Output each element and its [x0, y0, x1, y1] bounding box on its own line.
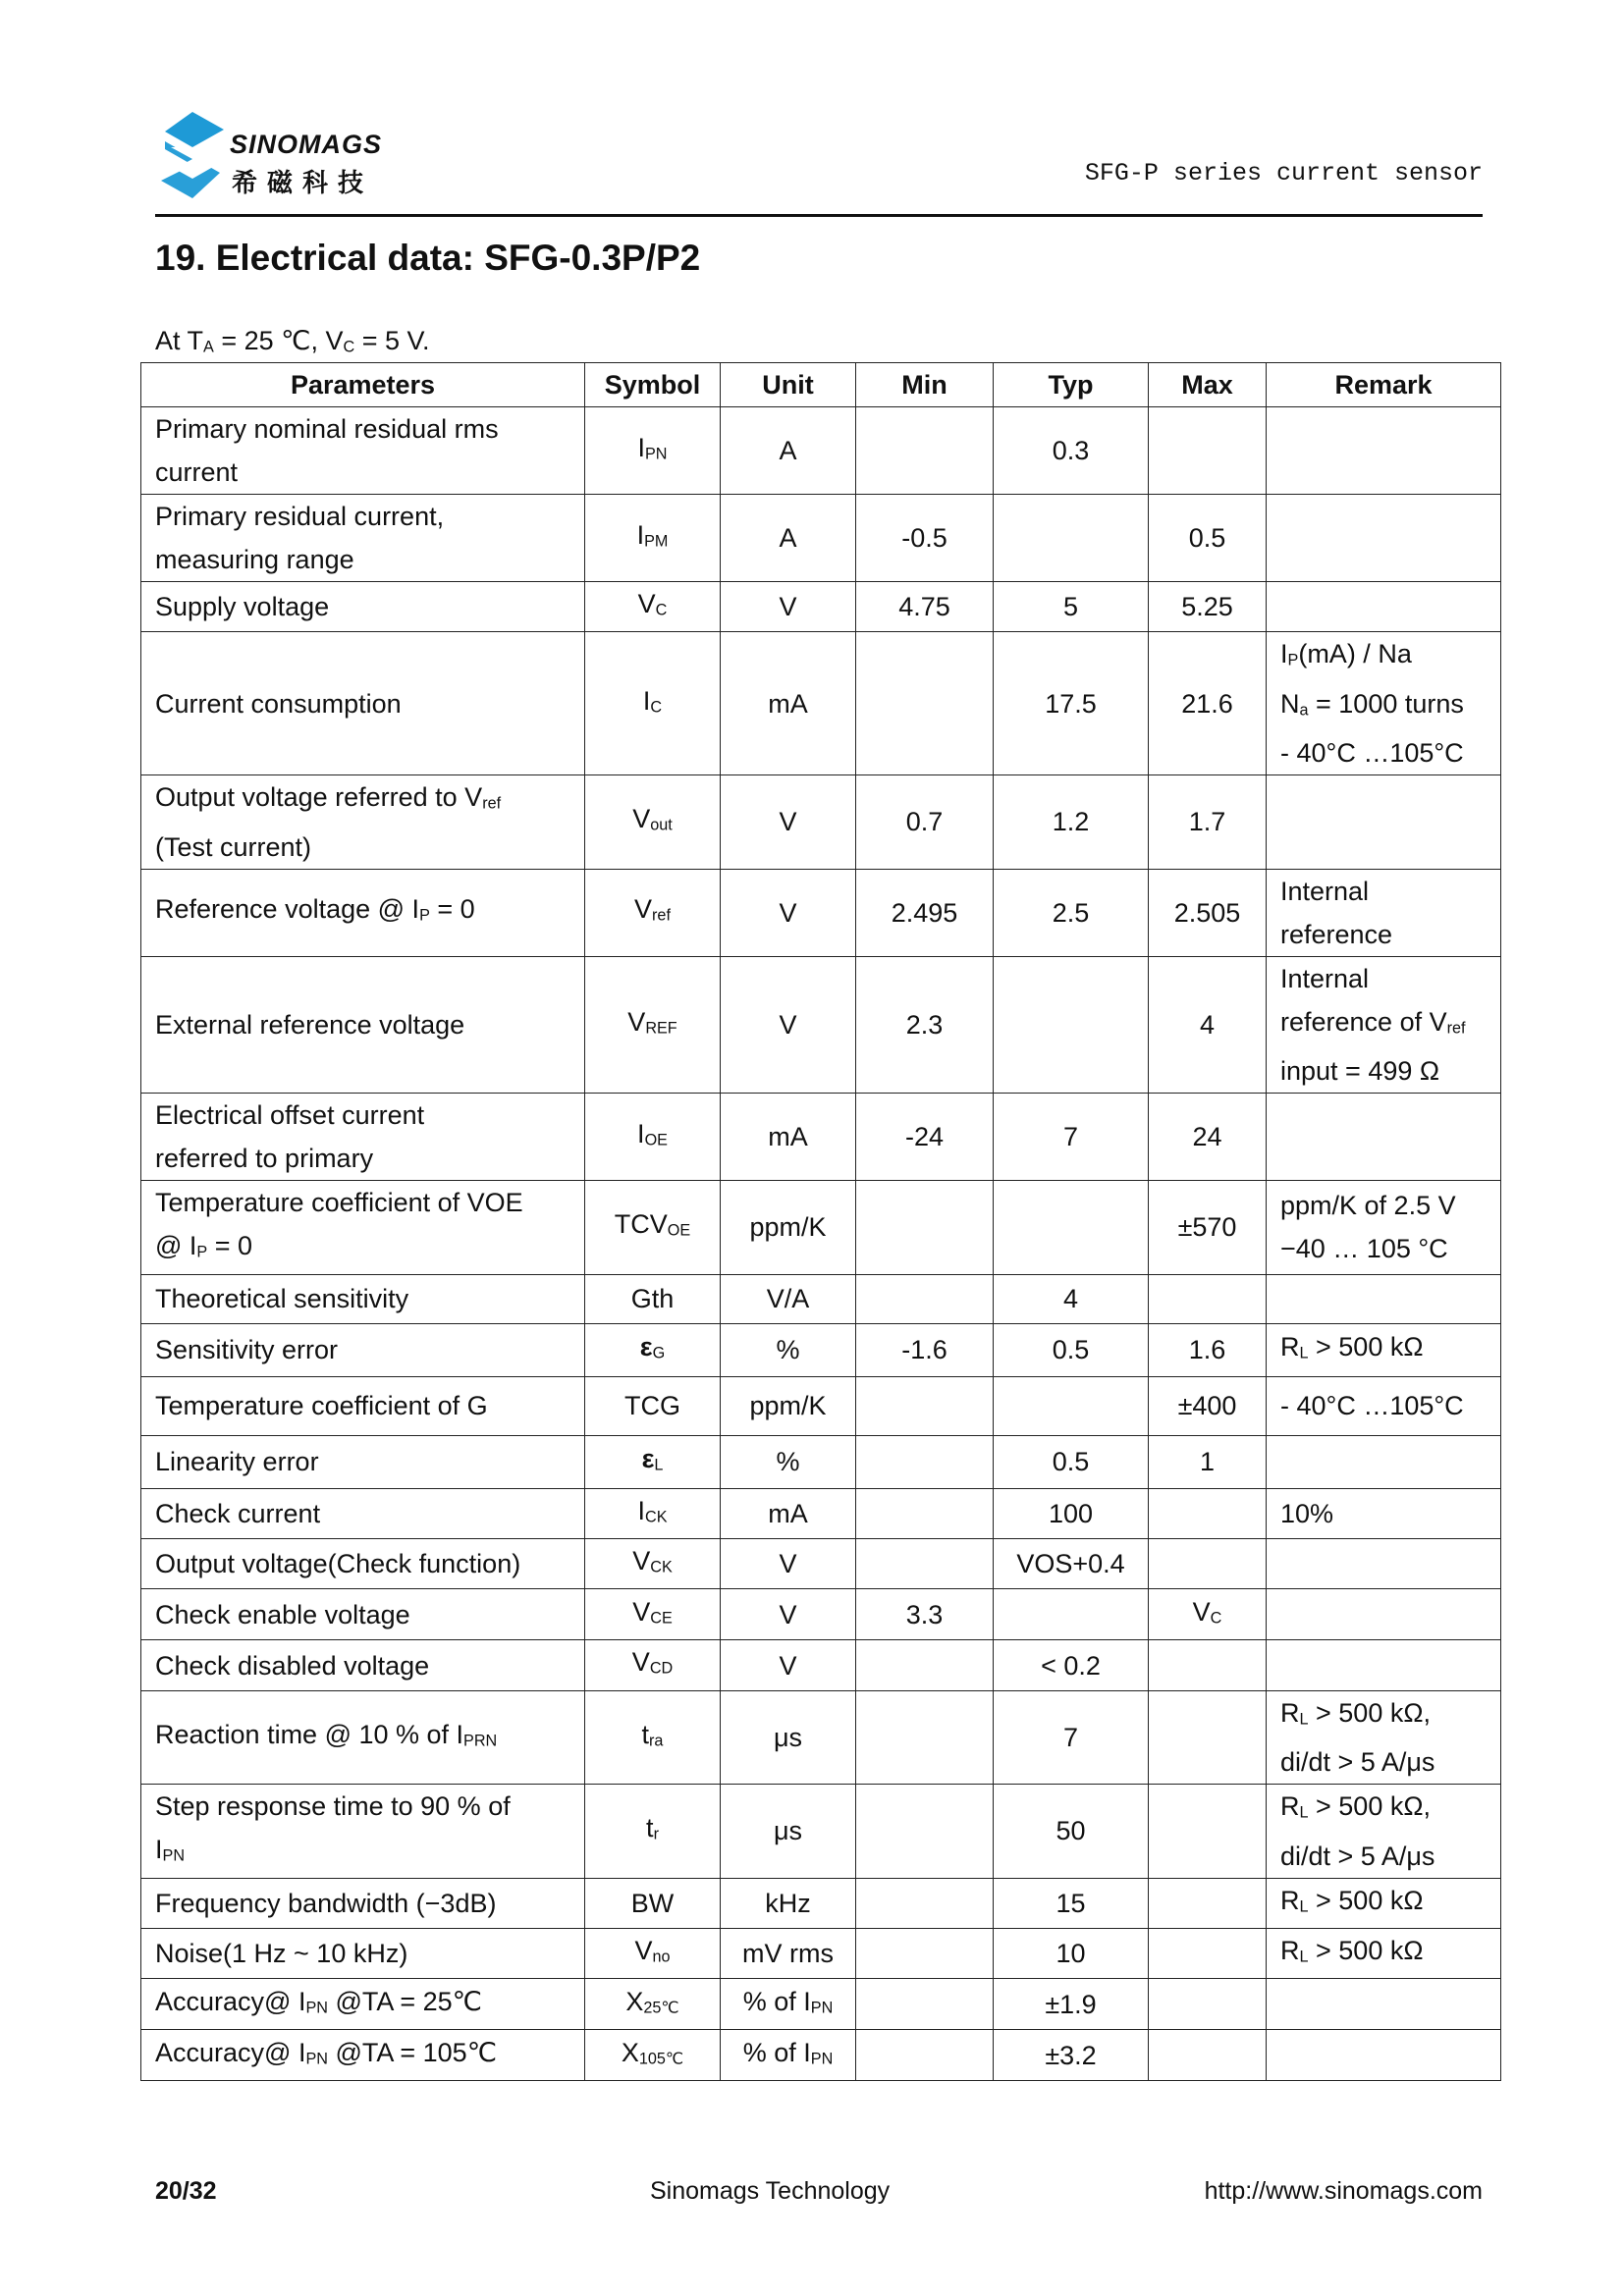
cell-symbol: $I_{PN}$	[585, 407, 721, 495]
cell-remark	[1267, 1435, 1501, 1488]
cell-typ: 0.5	[994, 1323, 1149, 1376]
cell-typ	[994, 1589, 1149, 1640]
cell-unit: V	[721, 869, 856, 956]
cell-remark: 10%	[1267, 1488, 1501, 1538]
logo-text-en: SINOMAGS	[230, 130, 383, 159]
table-row	[141, 1878, 1501, 1928]
cell-unit: mV rms	[721, 1929, 856, 1979]
cell-parameter: Primary nominal residual rms current	[141, 407, 585, 495]
cell-parameter: Output voltage referred to $V_{ref}$ (Test current)	[141, 775, 585, 869]
cell-max	[1149, 1929, 1267, 1979]
cell-min	[856, 1878, 994, 1928]
cell-remark	[1267, 495, 1501, 582]
cell-typ: 5	[994, 582, 1149, 632]
cell-remark: $R_L > 500$ kΩ	[1267, 1878, 1501, 1928]
cell-unit: mA	[721, 632, 856, 775]
cell-min	[856, 1435, 994, 1488]
cell-max	[1149, 1538, 1267, 1588]
cell-remark	[1267, 1589, 1501, 1640]
cell-typ: 15	[994, 1878, 1149, 1928]
cell-parameter: Theoretical sensitivity	[141, 1274, 585, 1323]
cell-remark	[1267, 1979, 1501, 2030]
cell-remark: Internal reference	[1267, 869, 1501, 956]
page-header	[155, 108, 1483, 216]
cell-typ	[994, 956, 1149, 1093]
cell-typ: 7	[994, 1094, 1149, 1181]
cell-remark	[1267, 1640, 1501, 1690]
cell-unit: μs	[721, 1690, 856, 1784]
footer-url: http://www.sinomags.com	[1204, 2177, 1483, 2205]
cell-parameter: Linearity error	[141, 1435, 585, 1488]
table-row	[141, 1690, 1501, 1784]
cell-max	[1149, 1785, 1267, 1878]
cell-min: 2.495	[856, 869, 994, 956]
cell-symbol: $\varepsilon_G$	[585, 1323, 721, 1376]
electrical-data-table	[140, 362, 1501, 2081]
cell-max: 21.6	[1149, 632, 1267, 775]
table-row	[141, 1640, 1501, 1690]
cell-min	[856, 407, 994, 495]
table-row	[141, 1181, 1501, 1274]
cell-max: 4	[1149, 956, 1267, 1093]
table-row	[141, 1785, 1501, 1878]
cell-remark: - 40°C …105°C	[1267, 1376, 1501, 1435]
cell-unit: V	[721, 1589, 856, 1640]
cell-typ: ±3.2	[994, 2030, 1149, 2081]
cell-parameter: Noise(1 Hz ~ 10 kHz)	[141, 1929, 585, 1979]
cell-unit: kHz	[721, 1878, 856, 1928]
cell-symbol: $V_C$	[585, 582, 721, 632]
cell-symbol: $V_{REF}$	[585, 956, 721, 1093]
cell-parameter: Temperature coefficient of VOE @ $I_P = 0$	[141, 1181, 585, 1274]
test-conditions	[155, 326, 430, 356]
cell-unit: V	[721, 582, 856, 632]
cell-remark: $R_L > 500$ kΩ	[1267, 1929, 1501, 1979]
table-row	[141, 495, 1501, 582]
cell-typ: 100	[994, 1488, 1149, 1538]
table-body	[141, 407, 1501, 2081]
cell-symbol: $TCV_{OE}$	[585, 1181, 721, 1274]
table-row	[141, 1435, 1501, 1488]
page-number: 20/32	[155, 2177, 217, 2205]
cell-max: $V_C$	[1149, 1589, 1267, 1640]
cell-unit: A	[721, 407, 856, 495]
header-min: Min	[856, 363, 994, 407]
cell-typ: 7	[994, 1690, 1149, 1784]
cell-remark	[1267, 1094, 1501, 1181]
cell-symbol: $V_{CD}$	[585, 1640, 721, 1690]
cell-max	[1149, 1488, 1267, 1538]
table-row	[141, 1376, 1501, 1435]
cell-symbol: $\varepsilon_L$	[585, 1435, 721, 1488]
cell-parameter: Sensitivity error	[141, 1323, 585, 1376]
table-row	[141, 1094, 1501, 1181]
table-row	[141, 582, 1501, 632]
cell-unit: ppm/K	[721, 1181, 856, 1274]
cell-max	[1149, 1979, 1267, 2030]
cell-parameter: Temperature coefficient of G	[141, 1376, 585, 1435]
cell-remark: $I_P(mA)$ / Na $N_a = 1000$ turns - 40°C …105°C	[1267, 632, 1501, 775]
cell-symbol: $X_{105℃}$	[585, 2030, 721, 2081]
document-series: SFG-P series current sensor	[1084, 159, 1483, 187]
cell-parameter: Frequency bandwidth (−3dB)	[141, 1878, 585, 1928]
logo-text-cn: 希磁科技	[232, 169, 374, 198]
cell-symbol: $I_C$	[585, 632, 721, 775]
cell-max: 5.25	[1149, 582, 1267, 632]
cell-max: 1.6	[1149, 1323, 1267, 1376]
cell-symbol: $V_{ref}$	[585, 869, 721, 956]
cell-parameter: Electrical offset current referred to primary	[141, 1094, 585, 1181]
cell-remark: $R_L > 500$ kΩ, di/dt > 5 A/μs	[1267, 1785, 1501, 1878]
cell-min	[856, 1690, 994, 1784]
cell-remark	[1267, 1538, 1501, 1588]
cell-remark: $R_L > 500$ kΩ	[1267, 1323, 1501, 1376]
table-row	[141, 1929, 1501, 1979]
cell-min	[856, 1488, 994, 1538]
cell-parameter: Check enable voltage	[141, 1589, 585, 1640]
cell-max: 2.505	[1149, 869, 1267, 956]
cell-typ: ±1.9	[994, 1979, 1149, 2030]
cell-parameter: Accuracy@ $I_{PN}$ @TA = 105℃	[141, 2030, 585, 2081]
cell-max	[1149, 1274, 1267, 1323]
cell-unit: A	[721, 495, 856, 582]
cell-symbol: $t_r$	[585, 1785, 721, 1878]
cell-unit: V/A	[721, 1274, 856, 1323]
cell-unit: %	[721, 1435, 856, 1488]
cell-typ: < 0.2	[994, 1640, 1149, 1690]
cell-max	[1149, 1690, 1267, 1784]
table-row	[141, 1488, 1501, 1538]
cell-max: ±400	[1149, 1376, 1267, 1435]
header-unit: Unit	[721, 363, 856, 407]
header-typ: Typ	[994, 363, 1149, 407]
cell-min: 2.3	[856, 956, 994, 1093]
cell-min	[856, 1274, 994, 1323]
table-row	[141, 869, 1501, 956]
cell-unit: ppm/K	[721, 1376, 856, 1435]
cell-symbol: $I_{PM}$	[585, 495, 721, 582]
header-parameters: Parameters	[141, 363, 585, 407]
cell-remark	[1267, 582, 1501, 632]
header-remark: Remark	[1267, 363, 1501, 407]
conditions-ta-value: = 25 ℃, V	[213, 326, 344, 355]
cell-symbol: BW	[585, 1878, 721, 1928]
cell-typ: 0.3	[994, 407, 1149, 495]
table-row	[141, 1274, 1501, 1323]
cell-typ: 50	[994, 1785, 1149, 1878]
cell-unit: V	[721, 1538, 856, 1588]
cell-min	[856, 1785, 994, 1878]
cell-typ	[994, 1376, 1149, 1435]
cell-parameter: Primary residual current, measuring range	[141, 495, 585, 582]
cell-parameter: Check current	[141, 1488, 585, 1538]
cell-parameter: Accuracy@ $I_{PN}$ @TA = 25℃	[141, 1979, 585, 2030]
cell-remark: $R_L > 500$ kΩ, di/dt > 5 A/μs	[1267, 1690, 1501, 1784]
cell-unit: % of $I_{PN}$	[721, 1979, 856, 2030]
conditions-ta-sub: A	[203, 338, 214, 356]
cell-parameter: External reference voltage	[141, 956, 585, 1093]
cell-typ	[994, 1181, 1149, 1274]
cell-max: 24	[1149, 1094, 1267, 1181]
cell-parameter: Supply voltage	[141, 582, 585, 632]
header-symbol: Symbol	[585, 363, 721, 407]
company-logo	[155, 108, 391, 206]
cell-max: 1	[1149, 1435, 1267, 1488]
cell-min	[856, 1538, 994, 1588]
cell-min: -0.5	[856, 495, 994, 582]
cell-unit: %	[721, 1323, 856, 1376]
cell-unit: V	[721, 1640, 856, 1690]
cell-remark: Internal reference of $V_{ref}$ input = 499 Ω	[1267, 956, 1501, 1093]
cell-parameter: Check disabled voltage	[141, 1640, 585, 1690]
cell-min	[856, 1376, 994, 1435]
cell-symbol: $V_{no}$	[585, 1929, 721, 1979]
table-row	[141, 1589, 1501, 1640]
cell-min	[856, 1640, 994, 1690]
cell-parameter: Current consumption	[141, 632, 585, 775]
cell-remark	[1267, 1274, 1501, 1323]
cell-max: 0.5	[1149, 495, 1267, 582]
header-max: Max	[1149, 363, 1267, 407]
cell-min: -24	[856, 1094, 994, 1181]
cell-typ: 4	[994, 1274, 1149, 1323]
cell-min	[856, 632, 994, 775]
cell-parameter: Reference voltage @ $I_P = 0$	[141, 869, 585, 956]
table-row	[141, 2030, 1501, 2081]
cell-min	[856, 2030, 994, 2081]
cell-parameter: Output voltage(Check function)	[141, 1538, 585, 1588]
cell-unit: μs	[721, 1785, 856, 1878]
cell-typ: 17.5	[994, 632, 1149, 775]
cell-symbol: $I_{CK}$	[585, 1488, 721, 1538]
cell-min	[856, 1929, 994, 1979]
cell-max: ±570	[1149, 1181, 1267, 1274]
table-header-row	[141, 363, 1501, 407]
cell-unit: % of $I_{PN}$	[721, 2030, 856, 2081]
cell-min	[856, 1181, 994, 1274]
cell-min: 0.7	[856, 775, 994, 869]
cell-symbol: $I_{OE}$	[585, 1094, 721, 1181]
table-row	[141, 407, 1501, 495]
cell-typ: 1.2	[994, 775, 1149, 869]
cell-max	[1149, 2030, 1267, 2081]
cell-remark	[1267, 2030, 1501, 2081]
cell-max	[1149, 1878, 1267, 1928]
cell-unit: V	[721, 956, 856, 1093]
cell-remark: ppm/K of 2.5 V −40 … 105 °C	[1267, 1181, 1501, 1274]
cell-unit: V	[721, 775, 856, 869]
conditions-at: At T	[155, 326, 204, 355]
table-row	[141, 632, 1501, 775]
conditions-vc-value: = 5 V.	[354, 326, 430, 355]
cell-symbol: $V_{out}$	[585, 775, 721, 869]
cell-symbol: $V_{CE}$	[585, 1589, 721, 1640]
cell-max	[1149, 407, 1267, 495]
cell-parameter: Step response time to 90 % of $I_{PN}$	[141, 1785, 585, 1878]
conditions-vc-sub: C	[343, 338, 355, 356]
footer-company: Sinomags Technology	[650, 2177, 891, 2205]
cell-typ	[994, 495, 1149, 582]
cell-max	[1149, 1640, 1267, 1690]
cell-parameter: Reaction time @ 10 % of $I_{PRN}$	[141, 1690, 585, 1784]
cell-symbol: $V_{CK}$	[585, 1538, 721, 1588]
cell-symbol: Gth	[585, 1274, 721, 1323]
table-row	[141, 1979, 1501, 2030]
cell-symbol: TCG	[585, 1376, 721, 1435]
cell-typ: 0.5	[994, 1435, 1149, 1488]
table-row	[141, 956, 1501, 1093]
cell-min	[856, 1979, 994, 2030]
cell-typ: 10	[994, 1929, 1149, 1979]
cell-min: -1.6	[856, 1323, 994, 1376]
table-row	[141, 1323, 1501, 1376]
cell-typ: VOS+0.4	[994, 1538, 1149, 1588]
table-row	[141, 775, 1501, 869]
header-divider	[155, 214, 1483, 217]
cell-symbol: $X_{25℃}$	[585, 1979, 721, 2030]
cell-max: 1.7	[1149, 775, 1267, 869]
cell-symbol: $t_{ra}$	[585, 1690, 721, 1784]
cell-typ: 2.5	[994, 869, 1149, 956]
cell-remark	[1267, 775, 1501, 869]
section-title: 19. Electrical data: SFG-0.3P/P2	[155, 238, 701, 278]
table-row	[141, 1538, 1501, 1588]
cell-unit: mA	[721, 1488, 856, 1538]
sinomags-logo-icon	[155, 108, 230, 202]
cell-min: 4.75	[856, 582, 994, 632]
cell-unit: mA	[721, 1094, 856, 1181]
cell-remark	[1267, 407, 1501, 495]
cell-min: 3.3	[856, 1589, 994, 1640]
